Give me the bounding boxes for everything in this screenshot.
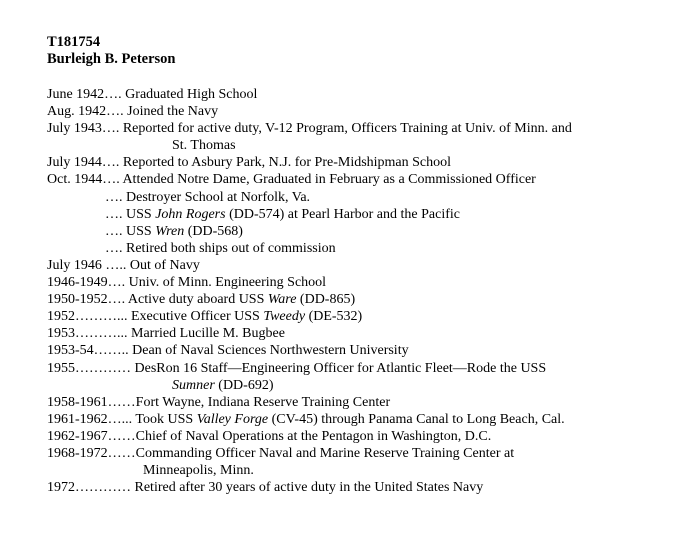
entry-text: Reported to Asbury Park, N.J. for Pre-Midshipman School — [119, 155, 452, 171]
entry-text: Commanding Officer Naval and Marine Reserve Training Center at — [135, 445, 515, 461]
sub-entry-text: …. USS — [105, 223, 156, 239]
timeline-entry — [47, 154, 687, 171]
entry-text: Joined the Navy — [123, 104, 219, 120]
entry-date: 1950-1952…. — [47, 292, 126, 308]
entry-date: 1961-1962…... — [47, 411, 133, 427]
entry-date: 1972………… — [47, 480, 131, 496]
entry-text: (DE-532) — [305, 309, 363, 325]
timeline-entry — [47, 428, 687, 445]
timeline-entry — [47, 291, 687, 308]
ship-name: Tweedy — [263, 309, 306, 325]
timeline-list — [47, 86, 687, 496]
sub-entry-text: …. USS — [105, 206, 156, 222]
entry-date: Oct. 1944…. — [47, 172, 120, 188]
ship-name: Ware — [267, 292, 297, 308]
entry-date: July 1944…. — [47, 155, 120, 171]
person-name: Burleigh B. Peterson — [47, 51, 176, 67]
timeline-entry — [47, 445, 687, 462]
entry-text: Retired after 30 years of active duty in the United States Navy — [131, 480, 484, 496]
entry-text: (DD-692) — [214, 377, 274, 393]
sub-entry-text: (DD-568) — [184, 223, 243, 239]
entry-text: Chief of Naval Operations at the Pentagon in Washington, D.C. — [135, 428, 492, 444]
timeline-sub-entry — [47, 206, 687, 223]
timeline-entry — [47, 257, 687, 274]
entry-date: 1946-1949…. — [47, 275, 126, 291]
timeline-entry — [47, 171, 687, 188]
timeline-sub-entry — [47, 223, 687, 240]
entry-text: Active duty aboard USS — [125, 292, 268, 308]
entry-date: 1955………… — [47, 360, 131, 376]
entry-text: (DD-865) — [296, 292, 356, 308]
timeline-entry — [47, 308, 687, 325]
timeline-entry — [47, 411, 687, 428]
entry-continuation: St. Thomas — [172, 138, 236, 154]
entry-date: June 1942…. — [47, 87, 122, 102]
timeline-sub-entry: …. Destroyer School at Norfolk, Va. — [105, 189, 311, 205]
entry-text: Graduated High School — [121, 87, 258, 102]
timeline-entry — [47, 103, 687, 120]
entry-text: Out of Navy — [126, 257, 200, 273]
timeline-entry — [47, 325, 687, 342]
entry-text: Executive Officer USS — [127, 309, 264, 325]
entry-text: Fort Wayne, Indiana Reserve Training Center — [135, 394, 391, 410]
entry-text: Reported for active duty, V-12 Program, Officers Training at Univ. of Minn. and — [119, 121, 572, 137]
timeline-entry — [47, 274, 687, 291]
document-id: T181754 — [47, 34, 101, 50]
entry-date: 1962-1967…… — [47, 428, 136, 444]
entry-text: Univ. of Minn. Engineering School — [125, 275, 327, 291]
entry-date: 1953………... — [47, 326, 128, 342]
timeline-entry — [47, 479, 687, 496]
timeline-entry — [47, 120, 687, 137]
ship-name: Wren — [155, 223, 185, 239]
timeline-sub-entry: …. Retired both ships out of commission — [105, 240, 336, 256]
entry-continuation — [47, 377, 687, 394]
entry-date: 1958-1961…… — [47, 394, 136, 410]
document-header — [47, 34, 175, 68]
entry-date: July 1946 ….. — [47, 257, 127, 273]
entry-date: 1968-1972…… — [47, 445, 136, 461]
entry-date: 1952………... — [47, 309, 128, 325]
entry-text: (CV-45) through Panama Canal to Long Beach, Cal. — [268, 411, 565, 427]
entry-date: July 1943…. — [47, 121, 120, 137]
timeline-entry — [47, 360, 687, 377]
entry-text: Dean of Naval Sciences Northwestern University — [128, 343, 409, 359]
timeline-entry — [47, 342, 687, 359]
timeline-entry — [47, 86, 687, 103]
sub-entry-text: (DD-574) at Pearl Harbor and the Pacific — [225, 206, 460, 222]
entry-date: Aug. 1942…. — [47, 104, 124, 120]
ship-name: Valley Forge — [196, 411, 269, 427]
entry-continuation: Minneapolis, Minn. — [143, 463, 254, 479]
entry-date: 1953-54…….. — [47, 343, 129, 359]
ship-name: Sumner — [172, 377, 215, 393]
entry-text: Attended Notre Dame, Graduated in February as a Commissioned Officer — [119, 172, 536, 188]
timeline-entry — [47, 394, 687, 411]
entry-text: Took USS — [132, 411, 197, 427]
entry-text: DesRon 16 Staff—Engineering Officer for Atlantic Fleet—Rode the USS — [131, 360, 547, 376]
entry-text: Married Lucille M. Bugbee — [127, 326, 285, 342]
ship-name: John Rogers — [155, 206, 226, 222]
